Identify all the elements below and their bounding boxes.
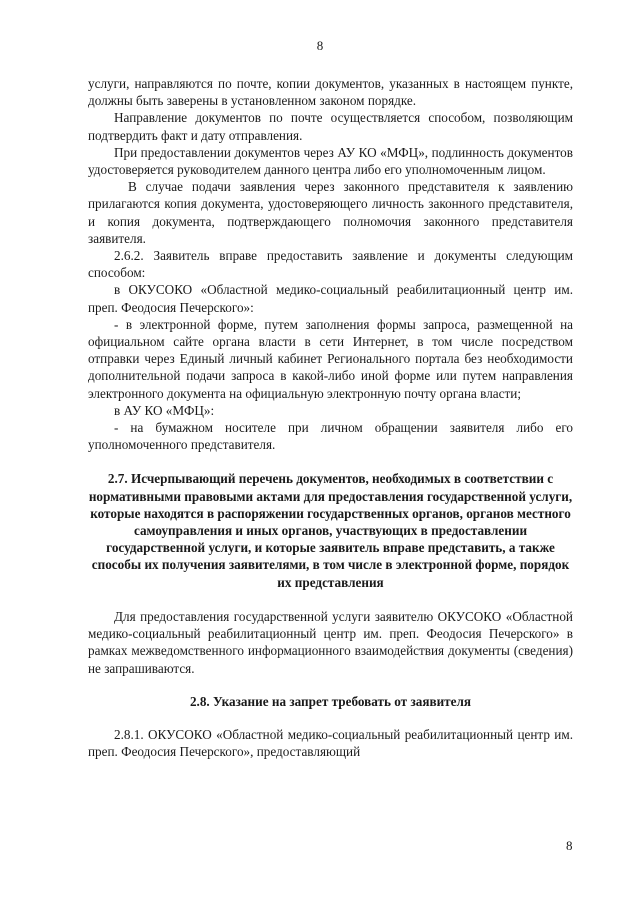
page-number-bottom: 8 — [566, 838, 573, 853]
section-2-7-heading: 2.7. Исчерпывающий перечень документов, необходимых в соответствии с нормативными правовыми актами для предоставления государственной услуги, которые находятся в распоряжении государственных органов, органов местного самоуправления и иных органов, участвующих в предоставлении государственной услуги, и которые заявитель вправе представить, а также способы их получения заявителями, в том числе в электронной форме, порядок их представления — [88, 471, 573, 590]
paragraph-mail-sending: Направление документов по почте осуществляется способом, позволяющим подтвердить факт и дату отправления. — [88, 110, 573, 143]
section-2-8-text: 2.8.1. ОКУСОКО «Областной медико-социальный реабилитационный центр им. преп. Феодосия Печерского», предоставляющий — [88, 726, 573, 760]
section-2-7-text: Для предоставления государственной услуги заявителю ОКУСОКО «Областной медико-социальный реабилитационный центр им. преп. Феодосия Печерского» в рамках межведомственного информационного взаимодействия документы (сведения) не запрашиваются. — [88, 608, 573, 676]
section-2-8-heading: 2.8. Указание на запрет требовать от заявителя — [189, 693, 472, 709]
paragraph-mfc: в АУ КО «МФЦ»: — [114, 402, 215, 418]
paragraph-legal-representative: В случае подачи заявления через законного представителя к заявлению прилагаются копия документа, удостоверяющего личность законного представителя, и копия документа, подтверждающего полномочия законного представителя заявителя. — [88, 179, 573, 246]
paragraph-electronic-form: - в электронной форме, путем заполнения формы запроса, размещенной на официальном сайте органа власти в сети Интернет, в том числе посредством отправки через Единый личный кабинет Регионального портала без необходимости дополнительной подачи запроса в какой-либо иной форме или путем направления электронного документа на официальную электронную почту органа власти; — [88, 316, 573, 401]
paragraph-okusoko: в ОКУСОКО «Областной медико-социальный реабилитационный центр им. преп. Феодосия Печерского»: — [88, 282, 573, 315]
paragraph-paper-carrier: - на бумажном носителе при личном обращении заявителя либо его уполномоченного представителя. — [88, 420, 573, 453]
paragraph-mfc-documents: При предоставлении документов через АУ КО «МФЦ», подлинность документов удостоверяется руководителем данного центра либо его уполномоченным лицом. — [88, 144, 573, 178]
paragraph-2-6-2: 2.6.2. Заявитель вправе предоставить заявление и документы следующим способом: — [88, 248, 573, 281]
page-number-top: 8 — [316, 38, 324, 53]
paragraph-continuation: услуги, направляются по почте, копии документов, указанных в настоящем пункте, должны быть заверены в установленном законом порядке. — [88, 76, 573, 109]
page-body — [88, 75, 573, 760]
